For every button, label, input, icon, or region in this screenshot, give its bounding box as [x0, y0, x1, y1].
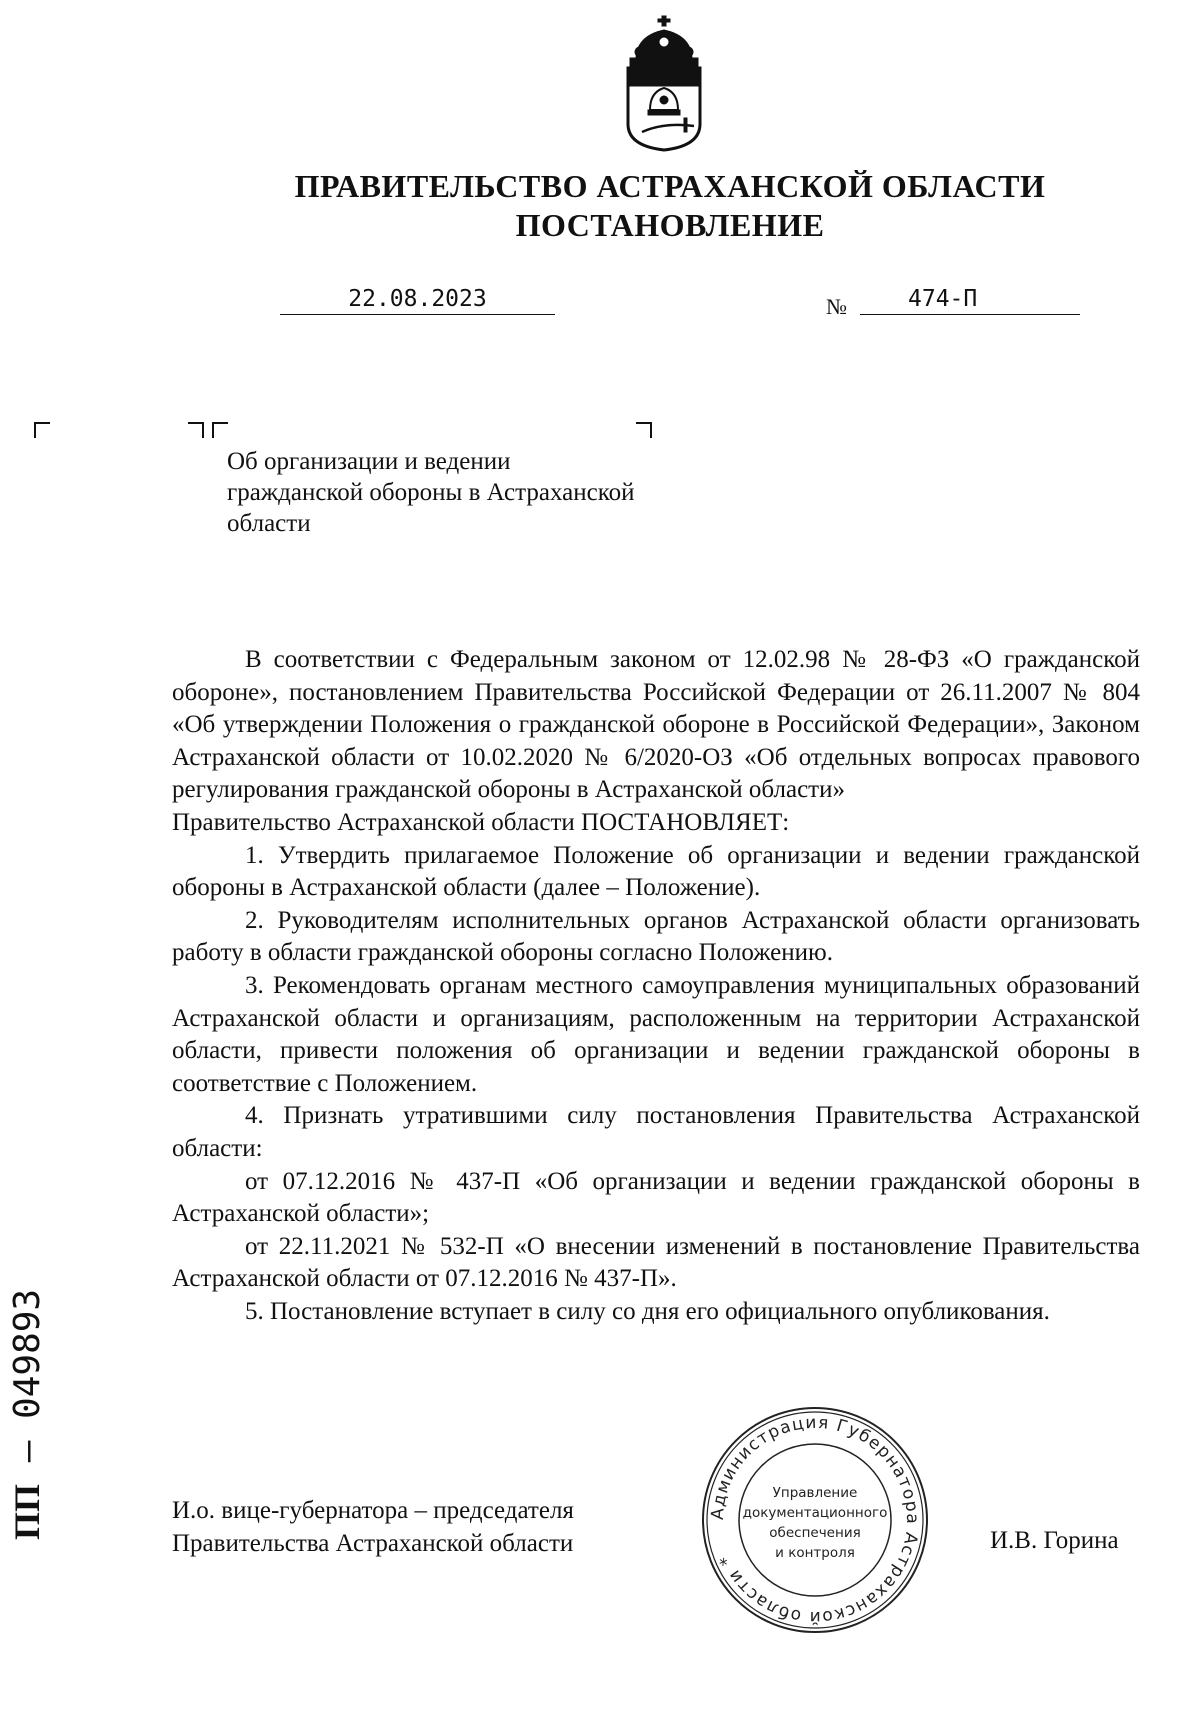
item-4-b: от 22.11.2021 № 532-П «О внесении изменений в постановление Правительства Астраханской области от 07.12.2016 № 437-П».	[172, 1232, 1140, 1293]
side-prefix: ПП	[7, 1483, 47, 1540]
signatory-position	[172, 1494, 574, 1560]
document-type-title: ПОСТАНОВЛЕНИЕ	[515, 207, 825, 243]
document-body	[172, 644, 1140, 1328]
document-number-field	[860, 286, 1080, 315]
document-subject: Об организации и ведении гражданской обороны в Астраханской области	[227, 448, 635, 537]
item-3: 3. Рекомендовать органам местного самоуправления муниципальных образований Астраханской области и организациям, расположенным на территории Астраханской области, привести положения об организации и ведении гражданской обороны в соответствие с Положением.	[172, 971, 1140, 1097]
position-line-1: И.о. вице-губернатора – председателя	[172, 1497, 574, 1524]
item-2: 2. Руководителям исполнительных органов Астраханской области организовать работу в области гражданской обороны согласно Положению.	[172, 906, 1140, 967]
corner-mark	[188, 422, 204, 438]
signatory-name: И.В. Горина	[990, 1527, 1119, 1554]
document-date: 22.08.2023	[280, 286, 555, 315]
preamble: В соответствии с Федеральным законом от 12.02.98 № 28-ФЗ «О гражданской обороне», постановлением Правительства Российской Федерации от 26.11.2007 № 804 «Об утверждении Положения о гражданской обороне в Российской Федерации», Законом Астраханской области от 10.02.2020 № 6/2020-ОЗ «Об отдельных вопросах правового регулирования гражданской обороны в Астраханской области»	[172, 646, 1140, 804]
number-sign: №	[826, 294, 847, 319]
coat-of-arms-icon	[618, 14, 710, 154]
stamp-line-4: и контроля	[775, 1545, 855, 1561]
item-4-a: от 07.12.2016 № 437-П «Об организации и ведении гражданской обороны в Астраханской области»;	[172, 1167, 1140, 1228]
item-4: 4. Признать утратившими силу постановления Правительства Астраханской области:	[172, 1102, 1140, 1162]
side-serial-number	[6, 1288, 66, 1540]
corner-mark	[34, 422, 50, 438]
stamp-line-2: документационного	[742, 1505, 888, 1521]
item-5: 5. Постановление вступает в силу со дня его официального опубликования.	[245, 1297, 1050, 1325]
stamp-line-3: обеспечения	[769, 1525, 861, 1541]
official-stamp	[700, 1405, 930, 1635]
position-line-2: Правительства Астраханской области	[172, 1530, 574, 1557]
stamp-line-1: Управление	[772, 1485, 858, 1501]
decree-line: Правительство Астраханской области ПОСТАНОВЛЯЕТ:	[172, 808, 790, 836]
corner-mark	[636, 422, 652, 438]
side-number: – 049893	[7, 1288, 48, 1463]
stamp-ring-text: Администрация Губернатора Астраханской области *	[707, 1412, 923, 1628]
document-number: 474-П	[908, 286, 978, 312]
organization-title: ПРАВИТЕЛЬСТВО АСТРАХАНСКОЙ ОБЛАСТИ	[294, 168, 1046, 204]
item-1: 1. Утвердить прилагаемое Положение об организации и ведении гражданской обороны в Астраханской области (далее – Положение).	[172, 841, 1140, 902]
corner-mark	[212, 422, 228, 438]
